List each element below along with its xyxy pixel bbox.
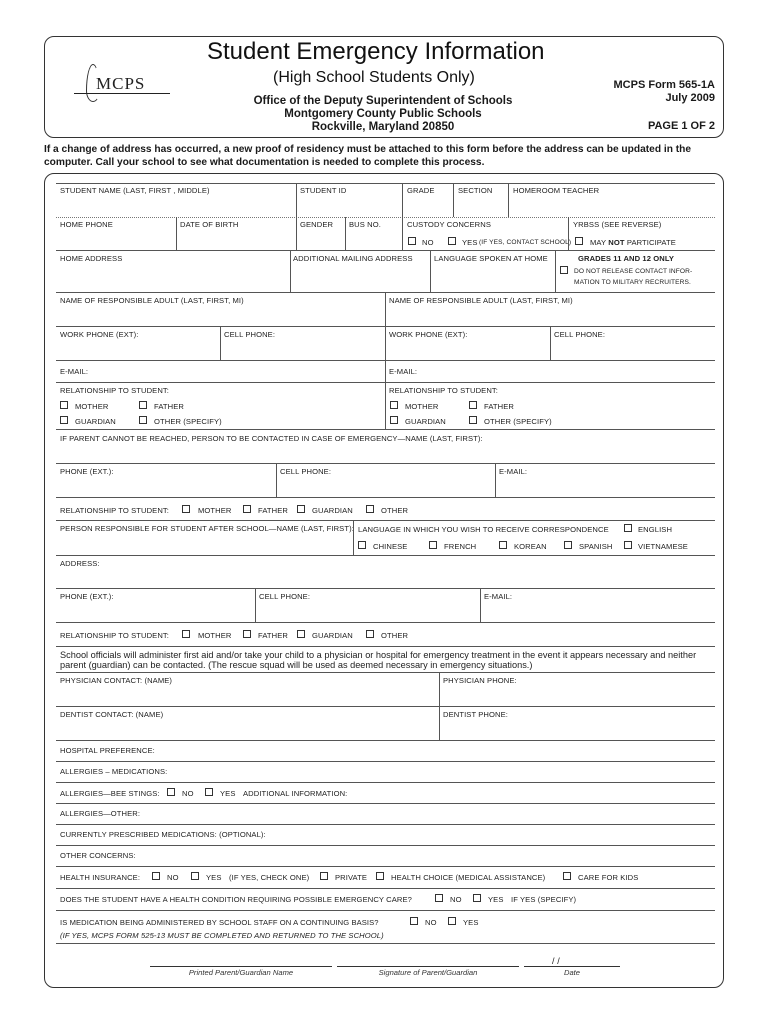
adult-2-other-label: OTHER (SPECIFY)	[484, 417, 552, 426]
medication-administered-question: IS MEDICATION BEING ADMINISTERED BY SCHOOL STAFF ON A CONTINUING BASIS?	[60, 918, 379, 927]
after-school-other-label: OTHER	[381, 631, 409, 640]
insurance-no-label: NO	[167, 873, 179, 882]
date-slashes: / /	[552, 956, 560, 966]
adult-2-father-checkbox[interactable]	[469, 401, 477, 409]
after-school-mother-checkbox[interactable]	[182, 630, 190, 638]
adult-2-cell-phone[interactable]: CELL PHONE:	[554, 330, 606, 339]
after-school-email-field[interactable]: E-MAIL:	[484, 592, 513, 601]
custody-concerns-label: CUSTODY CONCERNS	[407, 220, 492, 229]
after-school-relationship-label: RELATIONSHIP TO STUDENT:	[60, 631, 170, 640]
page-number: PAGE 1 OF 2	[647, 120, 715, 132]
printed-name-line[interactable]	[150, 966, 332, 967]
custody-no-label: NO	[422, 238, 434, 247]
medication-yes-checkbox[interactable]	[448, 917, 456, 925]
form-title: Student Emergency Information	[207, 38, 545, 65]
physician-contact-field[interactable]: PHYSICIAN CONTACT: (NAME)	[60, 676, 173, 685]
form-number-block	[560, 79, 715, 105]
emergency-guardian-checkbox[interactable]	[297, 505, 305, 513]
medication-no-checkbox[interactable]	[410, 917, 418, 925]
emergency-father-label: FATHER	[258, 506, 288, 515]
condition-yes-label: YES	[488, 895, 504, 904]
bus-number-field[interactable]: BUS NO.	[349, 220, 381, 229]
other-concerns-field[interactable]: OTHER CONCERNS:	[60, 851, 136, 860]
dentist-contact-field[interactable]: DENTIST CONTACT: (NAME)	[60, 710, 164, 719]
adult-1-relationship-label: RELATIONSHIP TO STUDENT:	[60, 386, 170, 395]
date-label: Date	[563, 968, 581, 977]
after-school-phone-field[interactable]: PHONE (EXT.):	[60, 592, 114, 601]
emergency-father-checkbox[interactable]	[243, 505, 251, 513]
grade-field[interactable]: GRADE	[407, 186, 435, 195]
gender-field[interactable]: GENDER	[300, 220, 334, 229]
care-for-kids-checkbox[interactable]	[563, 872, 571, 880]
signature-line[interactable]	[337, 966, 519, 967]
home-phone-field[interactable]: HOME PHONE	[60, 220, 113, 229]
condition-specify-field[interactable]: IF YES (SPECIFY)	[511, 895, 577, 904]
home-address-field[interactable]: HOME ADDRESS	[60, 254, 123, 263]
do-not-release-label-1: DO NOT RELEASE CONTACT INFOR-	[574, 268, 693, 275]
insurance-check-one-label: (IF YES, CHECK ONE)	[229, 873, 310, 882]
mcps-form-525-note: (IF YES, MCPS FORM 525-13 MUST BE COMPLETED AND RETURNED TO THE SCHOOL)	[60, 931, 384, 940]
adult-2-other-checkbox[interactable]	[469, 416, 477, 424]
adult-1-father-label: FATHER	[154, 402, 184, 411]
spanish-label: SPANISH	[579, 542, 613, 551]
date-of-birth-field[interactable]: DATE OF BIRTH	[180, 220, 239, 229]
language-spoken-field[interactable]: LANGUAGE SPOKEN AT HOME	[434, 254, 548, 263]
adult-2-father-label: FATHER	[484, 402, 514, 411]
health-choice-checkbox[interactable]	[376, 872, 384, 880]
address-change-notice: If a change of address has occurred, a new proof of residency must be attached to this form before the address can be updated in the computer. Call your school to see what documentation is needed to complete this process.	[44, 144, 692, 168]
after-school-father-checkbox[interactable]	[243, 630, 251, 638]
logo-underline	[74, 93, 170, 94]
prescribed-medications-field[interactable]: CURRENTLY PRESCRIBED MEDICATIONS: (OPTIONAL):	[60, 830, 266, 839]
allergies-medications-field[interactable]: ALLERGIES – MEDICATIONS:	[60, 767, 168, 776]
insurance-yes-checkbox[interactable]	[191, 872, 199, 880]
section-field[interactable]: SECTION	[458, 186, 493, 195]
emergency-contact-name-field[interactable]: IF PARENT CANNOT BE REACHED, PERSON TO BE CONTACTED IN CASE OF EMERGENCY—NAME (LAST, FIRST):	[60, 434, 483, 443]
private-insurance-label: PRIVATE	[335, 873, 368, 882]
office-line-1: Office of the Deputy Superintendent of Schools	[253, 95, 513, 107]
french-checkbox[interactable]	[429, 541, 437, 549]
adult-2-guardian-label: GUARDIAN	[405, 417, 446, 426]
after-school-guardian-label: GUARDIAN	[312, 631, 353, 640]
french-label: FRENCH	[444, 542, 477, 551]
yrbss-label: YRBSS (SEE REVERSE)	[573, 220, 662, 229]
printed-name-label: Printed Parent/Guardian Name	[188, 968, 294, 977]
logo: MCPS	[96, 74, 146, 93]
care-for-kids-label: CARE FOR KIDS	[578, 873, 639, 882]
adult-1-guardian-checkbox[interactable]	[60, 416, 68, 424]
office-line-3: Rockville, Maryland 20850	[311, 121, 455, 133]
after-school-mother-label: MOTHER	[198, 631, 232, 640]
student-id-field[interactable]: STUDENT ID	[300, 186, 347, 195]
dentist-phone-field[interactable]: DENTIST PHONE:	[443, 710, 508, 719]
correspondence-language-label: LANGUAGE IN WHICH YOU WISH TO RECEIVE CORRESPONDENCE	[358, 525, 609, 534]
form-subtitle: (High School Students Only)	[273, 69, 475, 86]
vietnamese-checkbox[interactable]	[624, 541, 632, 549]
condition-yes-checkbox[interactable]	[473, 894, 481, 902]
condition-no-label: NO	[450, 895, 462, 904]
adult-2-work-phone[interactable]: WORK PHONE (EXT):	[389, 330, 468, 339]
emergency-other-label: OTHER	[381, 506, 409, 515]
vietnamese-label: VIETNAMESE	[638, 542, 688, 551]
hospital-preference-field[interactable]: HOSPITAL PREFERENCE:	[60, 746, 155, 755]
adult-1-other-label: OTHER (SPECIFY)	[154, 417, 222, 426]
adult-1-other-checkbox[interactable]	[139, 416, 147, 424]
emergency-mother-checkbox[interactable]	[182, 505, 190, 513]
adult-2-guardian-checkbox[interactable]	[390, 416, 398, 424]
emergency-cell-field[interactable]: CELL PHONE:	[280, 467, 332, 476]
private-insurance-checkbox[interactable]	[320, 872, 328, 880]
signature-label: Signature of Parent/Guardian	[378, 968, 478, 977]
after-school-guardian-checkbox[interactable]	[297, 630, 305, 638]
custody-yes-note: (IF YES, CONTACT SCHOOL)	[479, 239, 572, 246]
english-label: ENGLISH	[638, 525, 673, 534]
medication-no-label: NO	[425, 918, 437, 927]
korean-label: KOREAN	[514, 542, 547, 551]
physician-phone-field[interactable]: PHYSICIAN PHONE:	[443, 676, 517, 685]
english-checkbox[interactable]	[624, 524, 632, 532]
responsible-adult-2-name[interactable]: NAME OF RESPONSIBLE ADULT (LAST, FIRST, MI)	[389, 296, 573, 305]
emergency-relationship-label: RELATIONSHIP TO STUDENT:	[60, 506, 170, 515]
do-not-release-checkbox[interactable]	[560, 266, 568, 274]
health-condition-question: DOES THE STUDENT HAVE A HEALTH CONDITION REQUIRING POSSIBLE EMERGENCY CARE?	[60, 895, 412, 904]
chinese-checkbox[interactable]	[358, 541, 366, 549]
adult-1-mother-checkbox[interactable]	[60, 401, 68, 409]
insurance-no-checkbox[interactable]	[152, 872, 160, 880]
after-school-cell-field[interactable]: CELL PHONE:	[259, 592, 311, 601]
emergency-email-field[interactable]: E-MAIL:	[499, 467, 528, 476]
additional-information-field[interactable]: ADDITIONAL INFORMATION:	[243, 789, 348, 798]
form-number: MCPS Form 565-1A	[613, 79, 715, 91]
insurance-yes-label: YES	[206, 873, 222, 882]
after-school-other-checkbox[interactable]	[366, 630, 374, 638]
adult-2-email[interactable]: E-MAIL:	[389, 367, 418, 376]
bee-stings-label: ALLERGIES—BEE STINGS:	[60, 789, 160, 798]
adult-1-mother-label: MOTHER	[75, 402, 109, 411]
emergency-other-checkbox[interactable]	[366, 505, 374, 513]
bee-stings-yes-checkbox[interactable]	[205, 788, 213, 796]
health-choice-label: HEALTH CHOICE (MEDICAL ASSISTANCE)	[391, 873, 546, 882]
adult-1-cell-phone[interactable]: CELL PHONE:	[224, 330, 276, 339]
medication-yes-label: YES	[463, 918, 479, 927]
emergency-mother-label: MOTHER	[198, 506, 232, 515]
after-school-father-label: FATHER	[258, 631, 288, 640]
student-name-field[interactable]: STUDENT NAME (LAST, FIRST , MIDDLE)	[60, 186, 210, 195]
condition-no-checkbox[interactable]	[435, 894, 443, 902]
health-insurance-label: HEALTH INSURANCE:	[60, 873, 141, 882]
grades-11-12-label: GRADES 11 AND 12 ONLY	[578, 254, 675, 263]
date-line[interactable]	[524, 966, 620, 967]
responsible-adult-1-name[interactable]: NAME OF RESPONSIBLE ADULT (LAST, FIRST, MI)	[60, 296, 244, 305]
adult-1-work-phone[interactable]: WORK PHONE (EXT):	[60, 330, 139, 339]
homeroom-teacher-field[interactable]: HOMEROOM TEACHER	[513, 186, 600, 195]
custody-no-checkbox[interactable]	[408, 237, 416, 245]
bee-stings-no-label: NO	[182, 789, 194, 798]
additional-mailing-address-field[interactable]: ADDITIONAL MAILING ADDRESS	[293, 254, 413, 263]
adult-1-email[interactable]: E-MAIL:	[60, 367, 89, 376]
korean-checkbox[interactable]	[499, 541, 507, 549]
adult-2-mother-label: MOTHER	[405, 402, 439, 411]
emergency-phone-field[interactable]: PHONE (EXT.):	[60, 467, 114, 476]
custody-yes-checkbox[interactable]	[448, 237, 456, 245]
adult-1-father-checkbox[interactable]	[139, 401, 147, 409]
yrbss-may-not-participate-checkbox[interactable]	[575, 237, 583, 245]
after-school-address-field[interactable]: ADDRESS:	[60, 559, 100, 568]
bee-stings-no-checkbox[interactable]	[167, 788, 175, 796]
bee-stings-yes-label: YES	[220, 789, 236, 798]
yrbss-may-label: MAY NOT PARTICIPATE	[590, 238, 676, 247]
adult-2-relationship-label: RELATIONSHIP TO STUDENT:	[389, 386, 499, 395]
first-aid-statement: School officials will administer first aid and/or take your child to a physician or hospital for emergency treatment in the event it appears necessary and neither parent (guardian) can be contacted. (The rescue squad will be used as deemed necessary in emergency situations.)	[60, 650, 697, 670]
office-line-2: Montgomery County Public Schools	[284, 108, 482, 120]
allergies-other-field[interactable]: ALLERGIES—OTHER:	[60, 809, 141, 818]
form-date: July 2009	[665, 92, 715, 104]
emergency-guardian-label: GUARDIAN	[312, 506, 353, 515]
spanish-checkbox[interactable]	[564, 541, 572, 549]
adult-2-mother-checkbox[interactable]	[390, 401, 398, 409]
do-not-release-label-2: MATION TO MILITARY RECRUITERS.	[574, 279, 691, 286]
chinese-label: CHINESE	[373, 542, 408, 551]
after-school-person-field[interactable]: PERSON RESPONSIBLE FOR STUDENT AFTER SCHOOL—NAME (LAST, FIRST):	[60, 524, 354, 533]
custody-yes-label: YES	[462, 238, 478, 247]
office-address	[228, 95, 538, 134]
row-student-name	[56, 183, 715, 184]
adult-1-guardian-label: GUARDIAN	[75, 417, 116, 426]
